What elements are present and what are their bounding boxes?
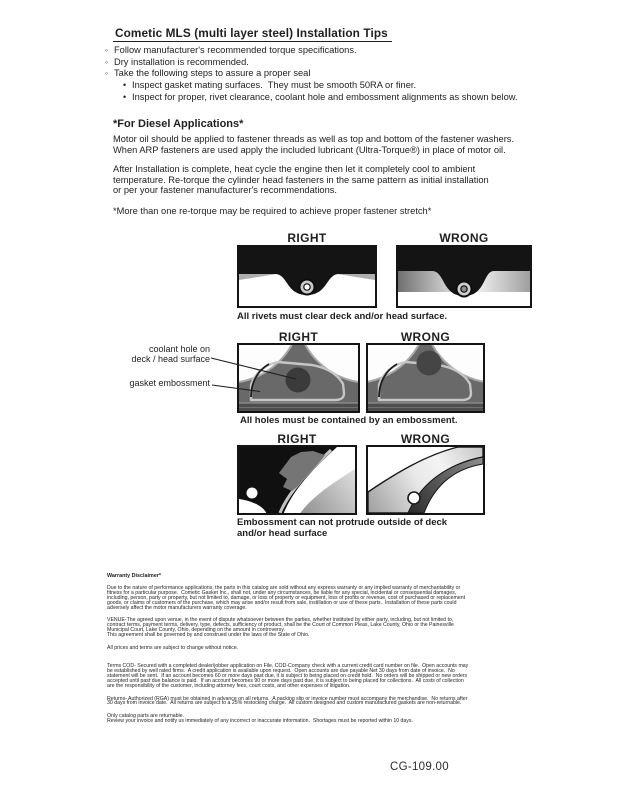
leader-lines (110, 345, 310, 400)
text-line: deck / head surface (131, 353, 210, 364)
catalog-parts-paragraph (107, 714, 519, 724)
bullet-icon: • (123, 80, 127, 91)
row1-wrong-label: WRONG (439, 231, 489, 245)
text-line: Motor oil should be applied to fastener threads as well as top and bottom of the fastener washers. (113, 134, 515, 144)
diagram-row3-wrong-panel (366, 445, 485, 515)
text-line: accepted until past due balance is paid. If an account becomes 90 or more days past due, it is subject to being placed for collections. All costs of collection (107, 677, 464, 684)
list-item (105, 45, 518, 57)
diesel-heading: *For Diesel Applications* (113, 118, 244, 130)
rivet-center (461, 286, 467, 292)
text-line: fitness for a particular purpose. Cometic Gasket Inc., shall not, under any circumstances, be liable for any special, incidental or consequential damages, (107, 589, 457, 596)
embossment-label: gasket embossment (129, 378, 210, 388)
row3-wrong-label: WRONG (400, 432, 451, 446)
text-line: including, person, party or property, but not limited to, damage, or loss of property or equipment, loss of profits or revenue, cost of purchased or replacement (107, 594, 466, 601)
text-line: All prices and terms are subject to change without notice. (107, 645, 239, 652)
text-line: be established by well rated firms. A credit application is available upon request. Open accounts are due payable Net 30 days from date of invoice. No (107, 667, 455, 674)
text-line: adversely affect the motor manufacturers warranty coverage. (107, 604, 247, 611)
open-bullet-icon: ◦ (105, 56, 109, 67)
list-item-text: Dry installation is recommended. (114, 56, 249, 67)
bolt-hole (247, 488, 258, 499)
bullet-icon: • (123, 91, 127, 102)
leader-line-coolant (211, 358, 296, 379)
coolant-hole (417, 351, 442, 376)
bolt-hole (408, 492, 420, 504)
row2-caption: All holes must be contained by an embossment. (240, 415, 458, 426)
text-line: Returns- Authorized (RGA) must be obtained in advance on all returns. A packing slip or invoice number must accompany the merchandise. No returns after (107, 695, 468, 702)
row2-wrong-label: WRONG (400, 330, 451, 344)
text-line: statement will be sent. If an account becomes 60 or more days past due, it is subject to being placed on credit hold. No orders will be shipped or new orders (107, 672, 468, 679)
row3-right-label: RIGHT (277, 432, 317, 446)
text-line: This agreement shall be governed by and construed under the laws of the State of Ohio. (107, 632, 310, 639)
list-item (105, 57, 518, 69)
text-line: VENUE-The agreed upon venue, in the event of dispute whatsoever between the parties, whether instituted by either party, including, but not limited to, (107, 617, 454, 624)
open-bullet-icon: ◦ (105, 68, 109, 79)
text-line: Due to the nature of performance applications, the parts in this catalog are sold without any express warranty or any implied warranty of merchantability or (107, 584, 461, 591)
warranty-heading: Warranty Disclaimer* (107, 573, 162, 579)
row1-caption: All rivets must clear deck and/or head surface. (237, 311, 448, 322)
text-line: are the responsibility of the customer, including attorney fees, court costs, and other expenses of litigation. (107, 682, 351, 689)
deck-bottom-band (368, 403, 483, 411)
page-title-wrap (113, 24, 392, 42)
warranty-section (107, 574, 519, 732)
text-line: Municipal Court, Lake County, Ohio, depending on the amount in controversy. (107, 627, 286, 634)
list-item-text: Follow manufacturer's recommended torque specifications. (114, 45, 357, 55)
diagram-row2-wrong-panel (366, 343, 485, 413)
text-line: contract terms, payment terms, delivery, type, defects, sufficiency of product, shall be the Court of Common Pleas, Lake County, Ohio or the Painesville (107, 622, 454, 629)
diagram-row1-right-panel (237, 245, 377, 308)
text-line: After Installation is complete, heat cycle the engine then let it completely cool to ambient (113, 164, 476, 174)
rivet-center (304, 284, 310, 290)
installation-tips-list (105, 45, 518, 104)
text-line: or per your fastener manufacturer's recommendations. (113, 185, 337, 195)
list-item-text: Inspect for proper, rivet clearance, coolant hole and embossment alignments as shown below. (132, 91, 518, 102)
text-line: When ARP fasteners are used apply the included lubricant (Ultra-Torque®) in place of motor oil. (113, 144, 506, 155)
list-item (123, 80, 518, 92)
leader-line-embossment (212, 385, 260, 392)
terms-paragraph (107, 664, 519, 689)
diagram-row1-wrong-panel (396, 245, 532, 308)
list-item (105, 68, 518, 80)
text-line: and/or head surface (237, 528, 328, 539)
retorque-note: *More than one re-torque may be required to achieve proper fastener stretch* (113, 206, 432, 216)
list-item-text: Take the following steps to assure a proper seal (114, 68, 311, 79)
returns-paragraph (107, 697, 519, 707)
text-line: Only catalog parts are returnable. (107, 713, 184, 720)
list-item (123, 92, 518, 104)
row3-caption (237, 517, 447, 539)
row1-right-label: RIGHT (287, 231, 327, 245)
text-line: goods, or claims of customers of the purchase, which may arise and/or result from sale, instillation or use of these parts. Installation of these parts could (107, 599, 457, 606)
text-line: Review your invoice and notify us immediately of any incorrect or inaccurate information. Shortages must be reported within 10 days. (107, 718, 413, 725)
text-line: temperature. Re-torque the cylinder head fasteners in the same pattern as initial installation (113, 174, 489, 185)
row2-right-label: RIGHT (278, 330, 319, 344)
open-bullet-icon: ◦ (105, 45, 109, 55)
diesel-paragraph-2 (113, 164, 489, 196)
deck-bottom-band (239, 403, 358, 411)
text-line: 30 days from invoice date. All returns are subject to a 25% restocking charge. All custom designed and custom manufactured gaskets are non-returnable. (107, 700, 462, 707)
venue-paragraph (107, 618, 519, 638)
warranty-paragraph (107, 586, 519, 611)
diesel-paragraph-1 (113, 134, 514, 155)
text-line: Terms COD- Secured with a completed dealer/jobber application on File, COD-Company check with a current credit card number on file. Open accounts may (107, 662, 469, 669)
prices-paragraph (107, 646, 519, 651)
list-item-text: Inspect gasket mating surfaces. They must be smooth 50RA or finer. (132, 80, 417, 91)
page-number: CG-109.00 (390, 761, 449, 773)
diagram-row3-right-panel (237, 445, 357, 515)
text-line: coolant hole on (148, 344, 210, 354)
page-title: Cometic MLS (multi layer steel) Installation Tips (113, 26, 392, 42)
text-line: Embossment can not protrude outside of deck (237, 517, 448, 528)
